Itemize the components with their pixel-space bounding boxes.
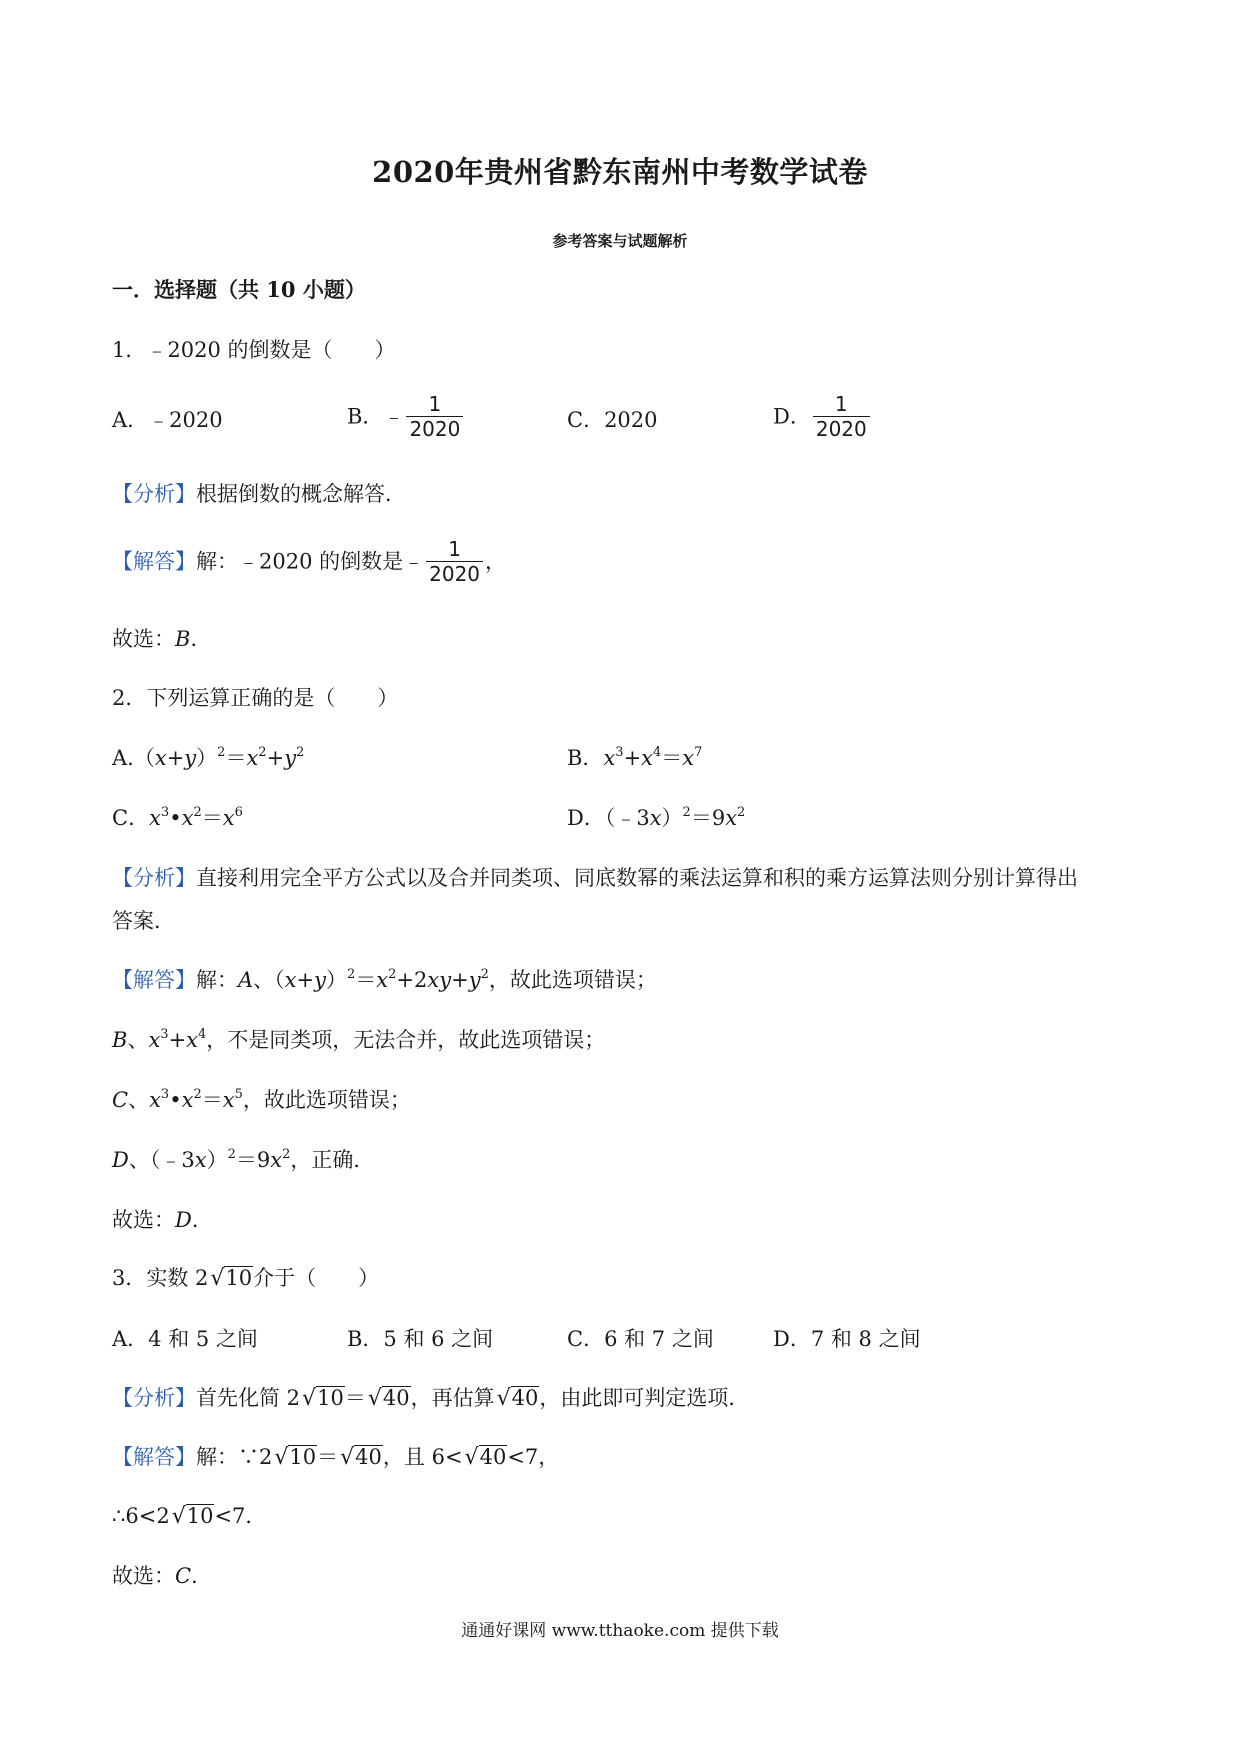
answer-tag: 【解答】	[112, 968, 196, 992]
q1-option-a: A．﹣2020	[112, 408, 223, 432]
q3-stem: 3．实数 2√10介于（ ）	[112, 1266, 380, 1291]
q3-option-b: B．5 和 6 之间	[347, 1327, 494, 1351]
q1-option-b: B．﹣ $\frac{1}{2020}$	[347, 392, 465, 441]
q2-analysis-cont: 答案．	[112, 909, 175, 933]
analysis-tag: 【分析】	[112, 482, 196, 506]
analysis-tag: 【分析】	[112, 866, 196, 890]
sqrt: √40	[496, 1386, 539, 1411]
q3-answer: 【解答】解：∵2√10＝√40，且 6<√40<7，	[112, 1445, 560, 1470]
q3-option-d: D．7 和 8 之间	[773, 1327, 921, 1351]
analysis-tag: 【分析】	[112, 1386, 196, 1410]
q3-analysis: 【分析】首先化简 2√10＝√40，再估算√40，由此即可判定选项．	[112, 1386, 750, 1411]
q1-option-d: D． $\frac{1}{2020}$	[773, 392, 872, 441]
q1-stem: 1．﹣2020 的倒数是（ ）	[112, 338, 396, 362]
q2-stem: 2．下列运算正确的是（ ）	[112, 686, 399, 710]
q2-option-c: C．$x^3•x^2=x^6$	[112, 805, 243, 830]
sqrt: √40	[464, 1445, 507, 1470]
q1-answer: 【解答】解：﹣2020 的倒数是﹣ $\frac{1}{2020}$ ，	[112, 537, 507, 586]
q3-option-a: A．4 和 5 之间	[112, 1327, 258, 1351]
q3-option-c: C．6 和 7 之间	[567, 1327, 714, 1351]
q2-solution-d: D、$(﹣3x)^2=9x^2$，正确．	[112, 1147, 375, 1172]
q1-option-c: C．2020	[567, 408, 658, 432]
sqrt: √40	[367, 1386, 410, 1411]
sqrt: √40	[340, 1445, 382, 1470]
sqrt: √10	[210, 1266, 253, 1291]
q3-therefore: ∴6<2√10<7．	[112, 1504, 267, 1529]
fraction: $\frac{1}{2020}$	[406, 392, 463, 441]
section-heading: 一．选择题（共 10 小题）	[112, 277, 366, 302]
sqrt: √10	[274, 1445, 317, 1470]
fraction: $\frac{1}{2020}$	[813, 392, 870, 441]
q1-analysis: 【分析】根据倒数的概念解答．	[112, 482, 406, 506]
page-title: 2020年贵州省黔东南州中考数学试卷	[372, 155, 868, 189]
sqrt: √10	[302, 1386, 344, 1411]
answer-tag: 【解答】	[112, 1445, 196, 1469]
page-footer: 通通好课网 www.tthaoke.com 提供下载	[461, 1621, 779, 1641]
q2-analysis: 【分析】直接利用完全平方公式以及合并同类项、同底数幂的乘法运算和积的乘方运算法则分别计算得出	[112, 866, 1078, 890]
sqrt: √10	[171, 1504, 214, 1529]
q2-solution-c: C、$x^3•x^2=x^5$，故此选项错误；	[112, 1087, 411, 1112]
answer-tag: 【解答】	[112, 549, 196, 574]
q1-choice: 故选：B．	[112, 627, 212, 651]
q2-option-a: $A.(x+y)^2=x^2+y^2$	[112, 745, 305, 770]
q2-choice: 故选：D．	[112, 1208, 213, 1232]
q2-option-b: B．$x^3+x^4=x^7$	[567, 745, 703, 770]
q2-solution-a: 【解答】解：A、$(x+y)^2=x^2+2xy+y^2$，故此选项错误；	[112, 967, 657, 992]
q3-choice: 故选：C．	[112, 1564, 213, 1588]
q2-solution-b: B、$x^3+x^4$，不是同类项，无法合并，故此选项错误；	[112, 1027, 606, 1052]
q2-option-d: D．$(﹣3x)^2=9x^2$	[567, 805, 746, 830]
page-subtitle: 参考答案与试题解析	[552, 232, 688, 250]
fraction: $\frac{1}{2020}$	[426, 537, 483, 586]
